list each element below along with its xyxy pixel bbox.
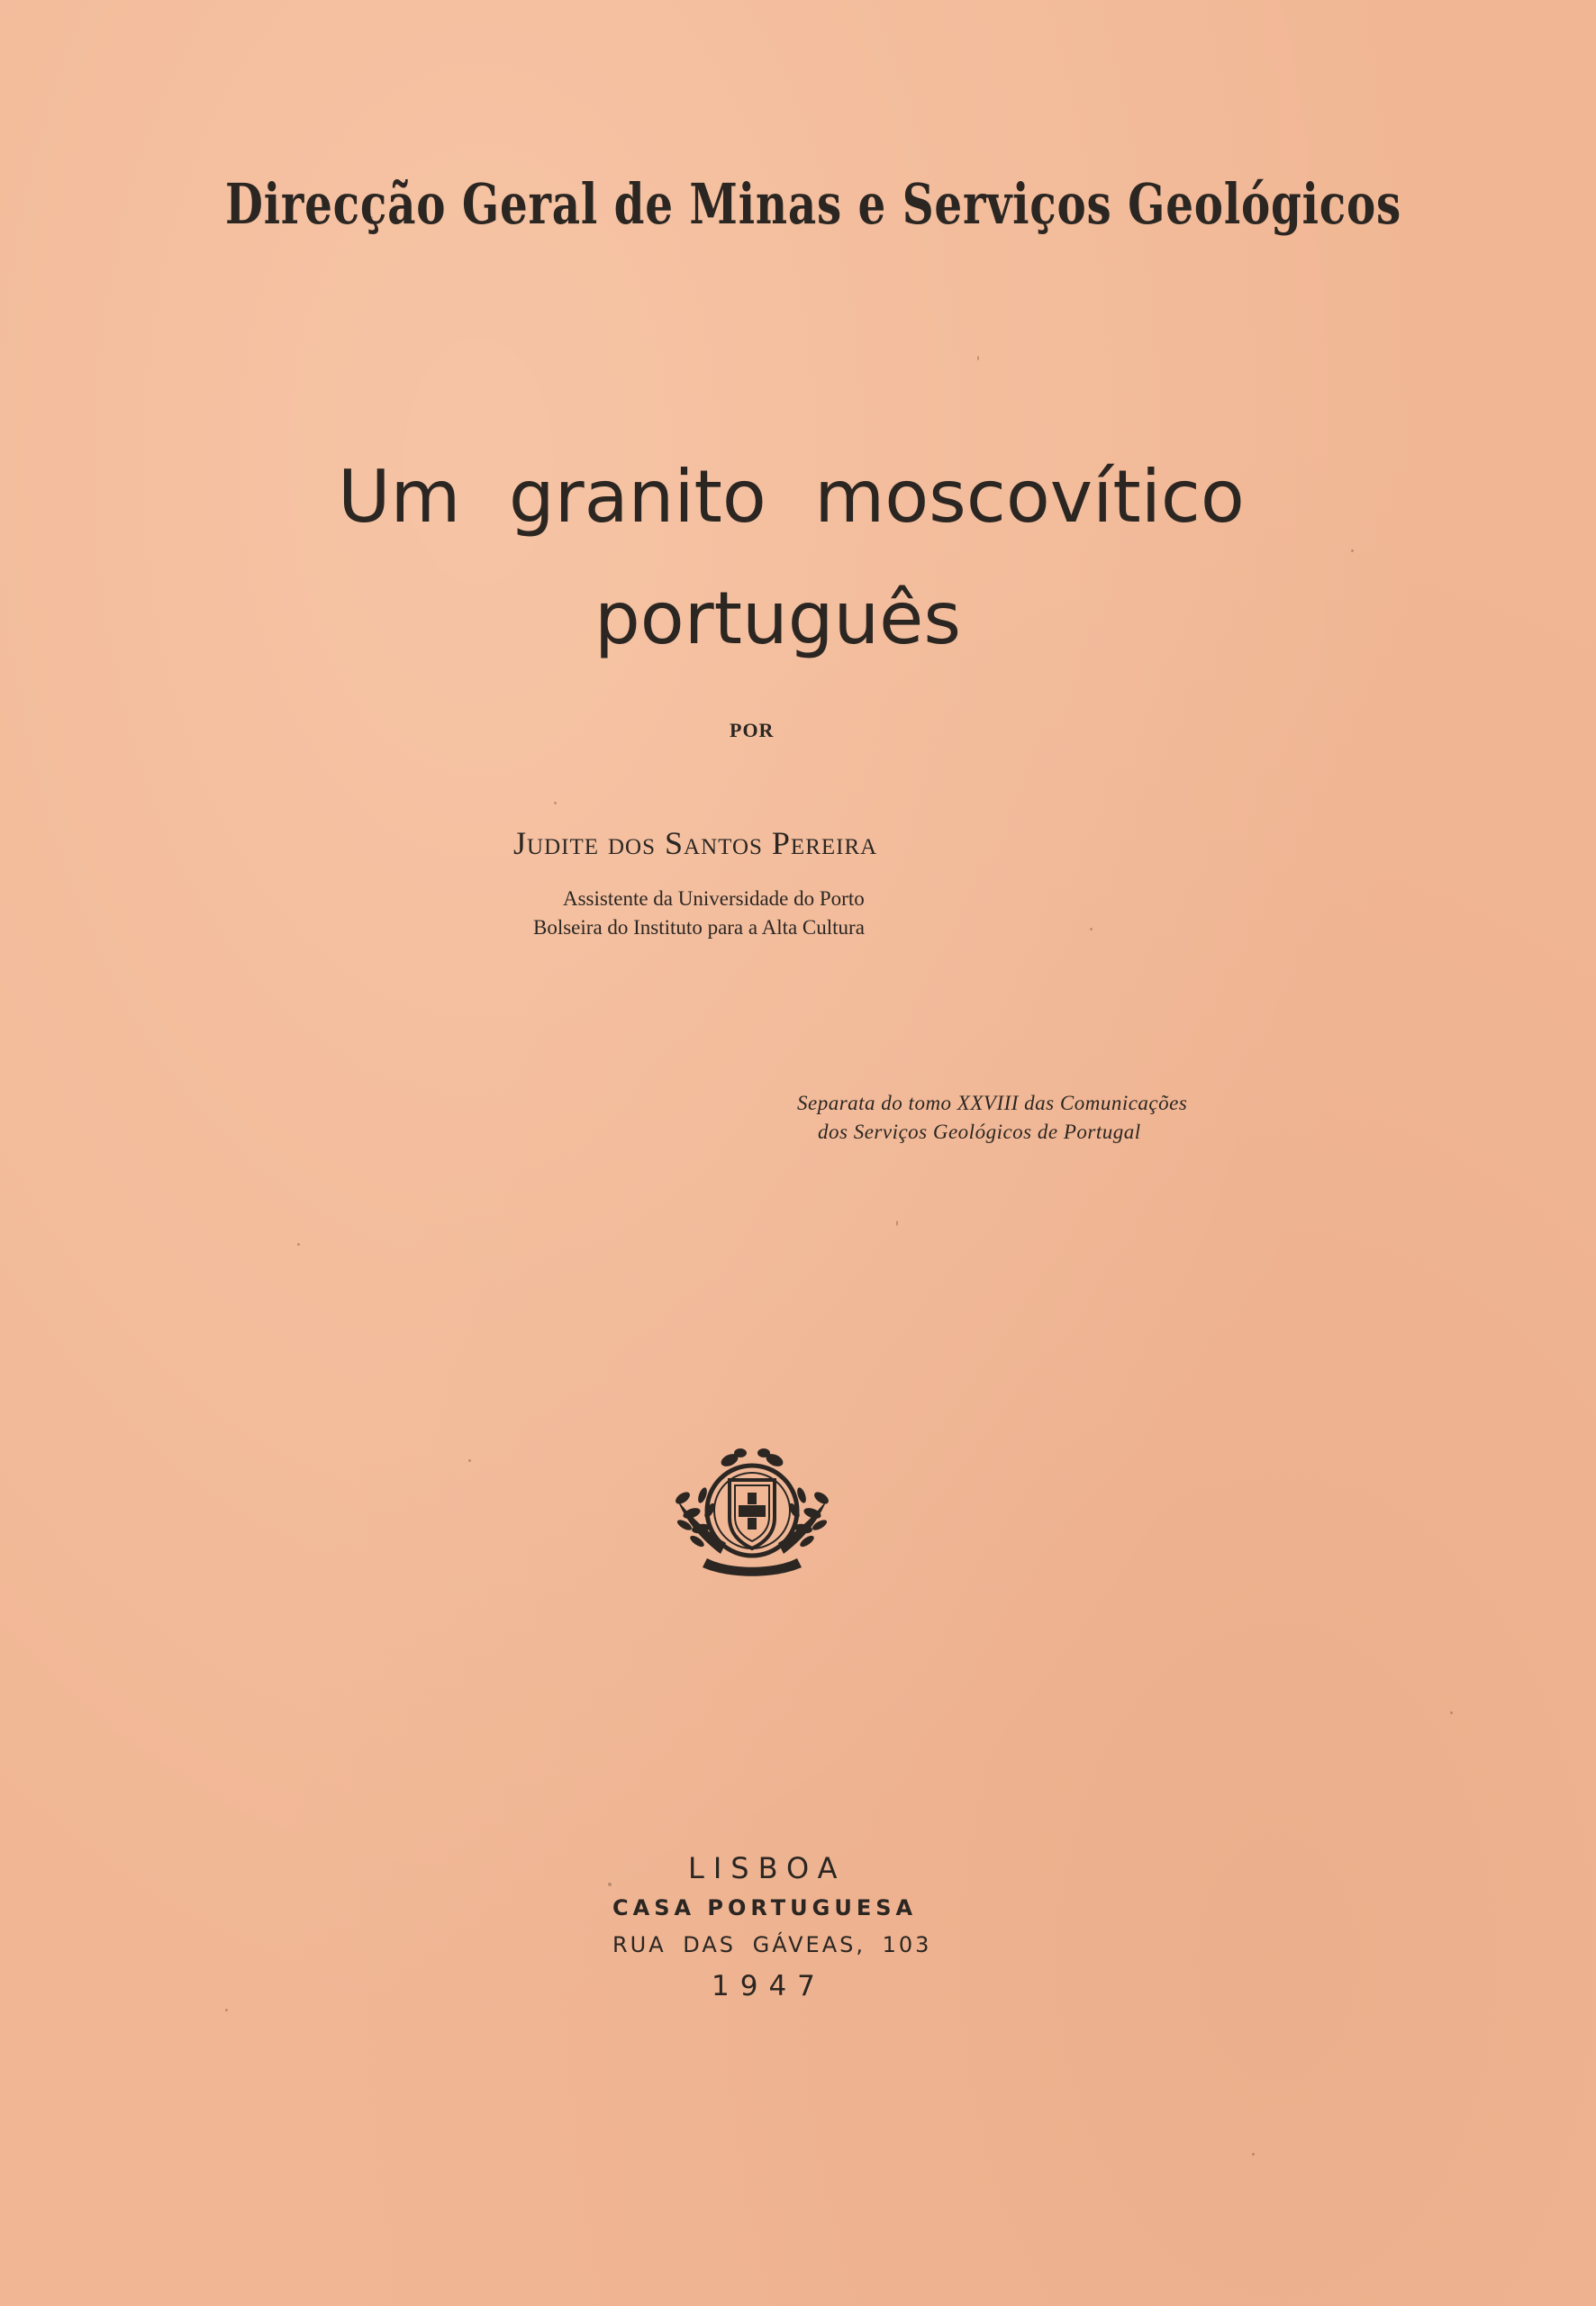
offprint-note-line-1: Separata do tomo XXVIII das Comunicações [797,1092,1188,1114]
offprint-note-line-2: dos Serviços Geológicos de Portugal [818,1121,1141,1143]
author-affiliation-2: Bolseira do Instituto para a Alta Cultura [533,916,865,939]
portuguese-coat-of-arms-icon [667,1446,838,1581]
author-name: Judite dos Santos Pereira [513,825,878,861]
title-line-2: português [594,576,962,660]
by-label: POR [730,719,775,741]
institution-heading: Direcção Geral de Minas e Serviços Geológicos [225,171,1402,237]
imprint-publisher: CASA PORTUGUESA [612,1895,918,1920]
imprint-address: RUA DAS GÁVEAS, 103 [612,1932,932,1957]
imprint-year: 1947 [712,1970,826,2002]
title-line-1: Um granito moscovítico [338,455,1245,539]
author-affiliation-1: Assistente da Universidade do Porto [563,887,865,910]
imprint-city: LISBOA [688,1851,847,1885]
